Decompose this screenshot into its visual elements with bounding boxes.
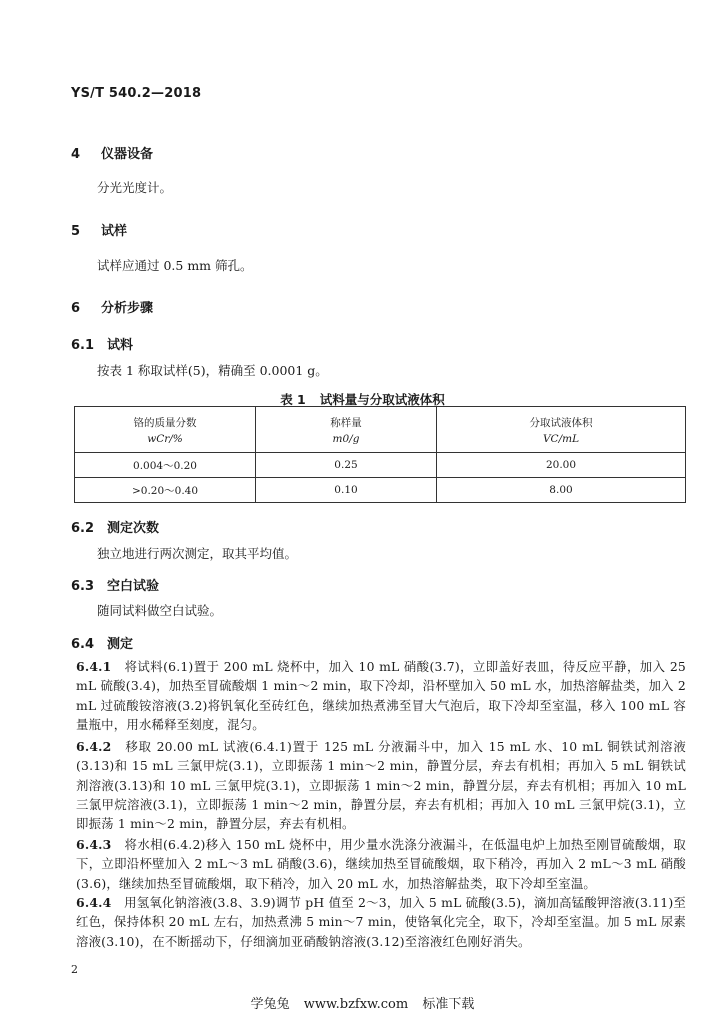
section-number: 6.2: [71, 521, 95, 536]
table-cell: >0.20～0.40: [75, 478, 256, 503]
header-symbol: VC/mL: [542, 432, 580, 445]
section-number: 6.3: [71, 579, 95, 594]
paragraph-number: 6.4.2: [76, 739, 112, 754]
section-number: 6.1: [71, 338, 95, 353]
table-cell: 0.10: [256, 478, 437, 503]
paragraph-number: 6.4.4: [76, 895, 112, 910]
table-row: [75, 453, 686, 478]
paragraph-6-4-3: [76, 835, 686, 893]
section-6-1-text: 按表 1 称取试样(5)，精确至 0.0001 g。: [97, 363, 328, 378]
table-header-row: [75, 407, 686, 453]
section-6-2-text: 独立地进行两次测定，取其平均值。: [97, 546, 298, 561]
paragraph-text: 移取 20.00 mL 试液(6.4.1)置于 125 mL 分液漏斗中，加入 15 mL 水、10 mL 铜铁试剂溶液(3.13)和 15 mL 三氯甲烷(3.1)，立即振荡 1 min～2 min，静置分层，弃去有机相；再加入 5 mL 铜铁试剂溶液(3.13)和 10 mL 三氯甲烷(3.1)，立即振荡 1 min～2 min，静置分层，弃去有机相；再加入 10 mL 三氯甲烷溶液(3.1)，立即振荡 1 min～2 min，静置分层，弃去有机相；再加入 10 mL 三氯甲烷(3.1)，立即振荡 1 min～2 min，静置分层，弃去有机相。: [76, 739, 687, 832]
section-title: 试料: [107, 338, 134, 353]
table-caption-number: 表 1: [280, 392, 306, 407]
paragraph-text: 将水相(6.4.2)移入 150 mL 烧杯中，用少量水洗涤分液漏斗，在低温电炉上加热至刚冒硫酸烟，取下，立即沿杯壁加入 2 mL～3 mL 硝酸(3.6)，继续加热至冒硫酸烟，取下稍冷，再加入 2 mL～3 mL 硝酸(3.6)，继续加热至冒硫酸烟，取下稍冷，加入 20 mL 水，加热溶解盐类，取下冷却至室温。: [76, 837, 686, 891]
table-header-cell: [437, 407, 686, 453]
sample-volume-table: [74, 406, 686, 503]
section-6-3-heading: [71, 575, 159, 594]
table-cell: 20.00: [437, 453, 686, 478]
paragraph-6-4-1: [76, 657, 686, 734]
section-6-1-heading: [71, 334, 133, 353]
table-cell: 0.25: [256, 453, 437, 478]
section-6-4-heading: [71, 633, 133, 652]
section-title: 试样: [101, 224, 128, 239]
section-title: 测定: [107, 637, 134, 652]
header-symbol: wCr/%: [147, 432, 183, 445]
paragraph-number: 6.4.1: [76, 659, 112, 674]
section-title: 仪器设备: [101, 147, 154, 162]
table-cell: 8.00: [437, 478, 686, 503]
header-symbol: m0/g: [332, 432, 360, 445]
table-caption-title: 试料量与分取试液体积: [319, 392, 445, 407]
section-number: 4: [71, 147, 81, 162]
section-title: 空白试验: [107, 579, 160, 594]
section-number: 6: [71, 301, 81, 316]
footer-watermark: 学兔兔 www.bzfxw.com 标准下载: [250, 997, 475, 1012]
table-header-cell: [75, 407, 256, 453]
standard-number: YS/T 540.2—2018: [71, 86, 202, 101]
section-title: 测定次数: [107, 521, 160, 536]
paragraph-6-4-4: [76, 893, 686, 951]
section-6-heading: [71, 297, 153, 316]
section-number: 6.4: [71, 637, 95, 652]
paragraph-6-4-2: [76, 737, 686, 833]
section-4-text: 分光光度计。: [97, 180, 173, 195]
paragraph-number: 6.4.3: [76, 837, 112, 852]
paragraph-text: 将试料(6.1)置于 200 mL 烧杯中，加入 10 mL 硝酸(3.7)，立即盖好表皿，待反应平静，加入 25 mL 硫酸(3.4)，加热至冒硫酸烟 1 min～2 min，取下冷却，沿杯壁加入 50 mL 水，加热溶解盐类，加入 2 mL 过硫酸铵溶液(3.2)将钒氧化至砖红色，继续加热煮沸至冒大气泡后，取下冷却至室温，移入 100 mL 容量瓶中，用水稀释至刻度，混匀。: [76, 659, 686, 732]
header-label: 称样量: [330, 416, 362, 429]
section-title: 分析步骤: [101, 301, 154, 316]
page-number: 2: [71, 963, 78, 976]
header-label: 铬的质量分数: [133, 416, 197, 429]
section-number: 5: [71, 224, 81, 239]
header-label: 分取试液体积: [529, 416, 593, 429]
table-cell: 0.004～0.20: [75, 453, 256, 478]
table-header-cell: [256, 407, 437, 453]
section-4-heading: [71, 143, 153, 162]
section-6-2-heading: [71, 517, 159, 536]
section-5-heading: [71, 220, 127, 239]
section-6-3-text: 随同试料做空白试验。: [97, 603, 223, 618]
section-5-text: 试样应通过 0.5 mm 筛孔。: [97, 258, 253, 273]
table-row: [75, 478, 686, 503]
paragraph-text: 用氢氧化钠溶液(3.8、3.9)调节 pH 值至 2～3，加入 5 mL 硫酸(3.5)，滴加高锰酸钾溶液(3.11)至红色，保持体积 20 mL 左右，加热煮沸 5 min～7 min，使铬氧化完全，取下，冷却至室温。加 5 mL 尿素溶液(3.10)，在不断摇动下，仔细滴加亚硝酸钠溶液(3.12)至溶液红色刚好消失。: [76, 895, 686, 949]
